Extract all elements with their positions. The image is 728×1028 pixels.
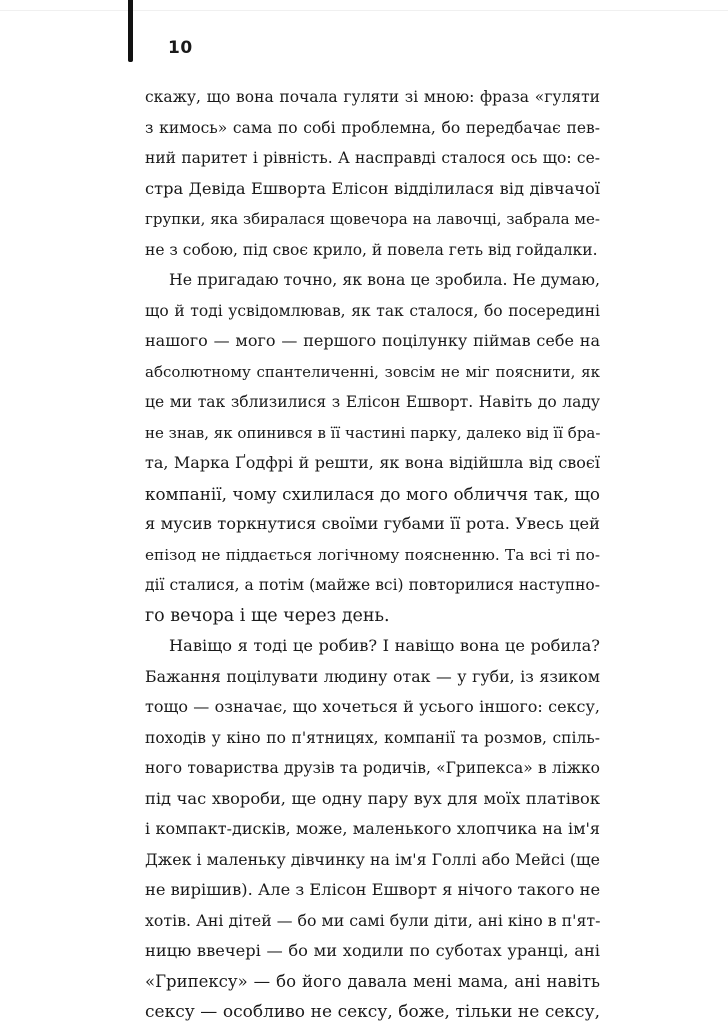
text-line: Навіщо я тоді це робив? І навіщо вона це робила? xyxy=(169,636,600,655)
bookmark-ribbon xyxy=(128,0,133,62)
text-line: не знав, як опинився в її частині парку, далеко від її бра- xyxy=(145,423,601,442)
text-line: не з собою, під своє крило, й повела геть від гойдалки. xyxy=(145,240,598,259)
text-line: ного товариства друзів та родичів, «Грипекса» в ліжко xyxy=(145,759,600,777)
text-line: походів у кіно по п'ятницях, компанії та розмов, спіль- xyxy=(145,728,600,747)
text-line: я мусив торкнутися своїми губами її рота. Увесь цей xyxy=(145,514,600,533)
text-line: Бажання поцілувати людину отак — у губи, із язиком xyxy=(145,666,600,686)
text-line: під час хвороби, ще одну пару вух для моїх платівок xyxy=(145,788,600,808)
text-line: хотів. Ані дітей — бо ми самі були діти, ані кіно в п'ят- xyxy=(145,910,601,930)
text-line: «Грипексу» — бо його давала мені мама, ані навіть xyxy=(145,971,600,991)
text-line: Не пригадаю точно, як вона це зробила. Не думаю, xyxy=(169,270,600,289)
body-text xyxy=(145,82,600,1028)
text-line: абсолютному спантеличенні, зовсім не міг пояснити, як xyxy=(145,362,600,381)
text-line: компанії, чому схилилася до мого обличчя так, що xyxy=(145,483,600,504)
text-line: що й тоді усвідомлював, як так сталося, бо посередині xyxy=(145,301,600,320)
text-line: стра Девіда Ешворта Елісон відділилася від дівчачої xyxy=(145,178,600,198)
text-line: скажу, що вона почала гуляти зі мною: фраза «гуляти xyxy=(145,88,600,106)
text-line: ницю ввечері — бо ми ходили по суботах уранці, ані xyxy=(145,941,600,960)
text-line: і компакт-дисків, може, маленького хлопчика на ім'я xyxy=(145,819,600,838)
text-line: епізод не піддається логічному поясненню. Та всі ті по- xyxy=(145,545,600,564)
text-line: не вирішив). Але з Елісон Ешворт я нічого такого не xyxy=(145,880,601,899)
text-line: дії сталися, а потім (майже всі) повторилися наступно- xyxy=(145,576,600,594)
text-line: це ми так зблизилися з Елісон Ешворт. Навіть до ладу xyxy=(145,393,600,411)
page-number: 10 xyxy=(168,38,193,58)
text-line: групки, яка збиралася щовечора на лавочці, забрала ме- xyxy=(145,210,600,228)
page-top-edge xyxy=(0,0,728,11)
text-line: та, Марка Ґодфрі й решти, як вона відійшла від своєї xyxy=(145,453,600,472)
text-line: з кимось» сама по собі проблемна, бо передбачає пев- xyxy=(145,118,600,137)
text-line: нашого — мого — першого поцілунку піймав себе на xyxy=(145,331,600,350)
text-line: го вечора і ще через день. xyxy=(145,605,390,626)
text-line: ний паритет і рівність. А насправді сталося ось що: се- xyxy=(145,149,600,167)
text-line: Джек і маленьку дівчинку на ім'я Голлі або Мейсі (ще xyxy=(145,849,600,869)
text-line: тощо — означає, що хочеться й усього іншого: сексу, xyxy=(145,697,600,716)
text-line: сексу — особливо не сексу, боже, тільки не сексу, xyxy=(145,1002,600,1022)
